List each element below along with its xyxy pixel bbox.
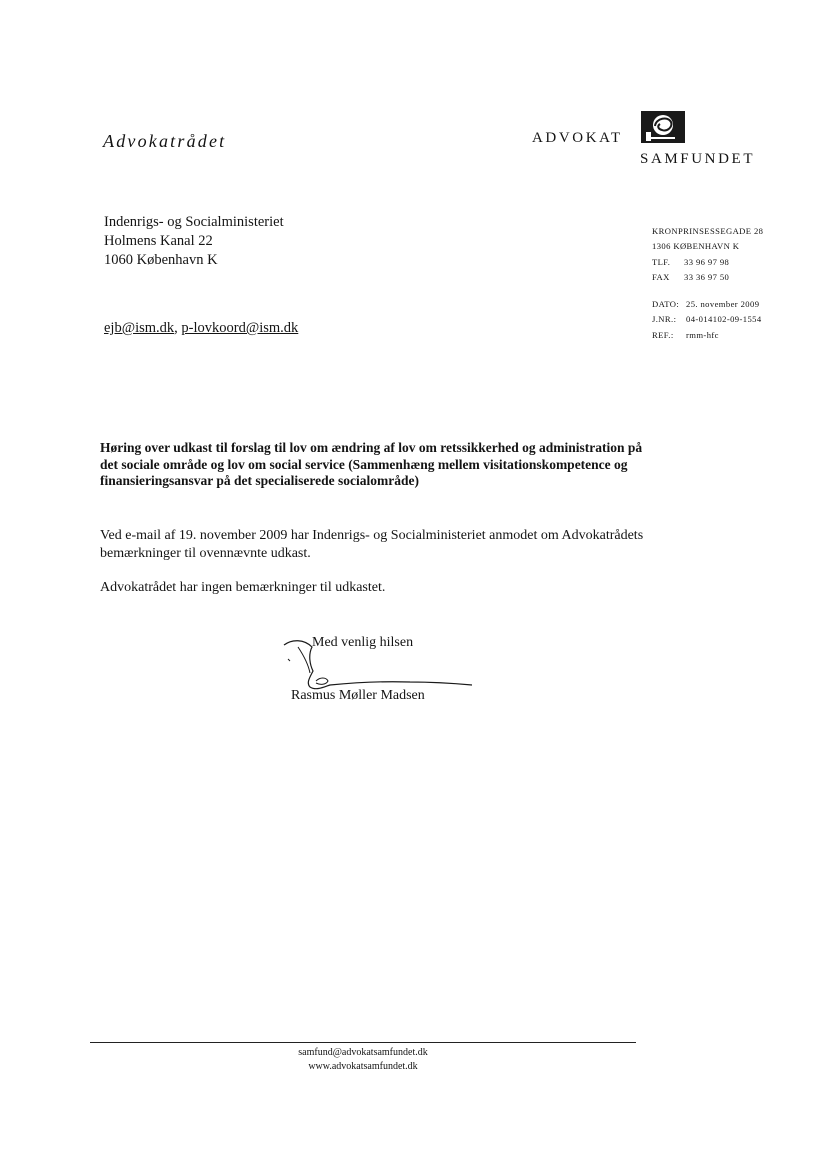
recipient-line: Holmens Kanal 22 xyxy=(104,233,213,249)
phone-label: TLF. xyxy=(652,256,671,267)
closing-salutation: Med venlig hilsen xyxy=(312,635,414,650)
footer-email-link[interactable]: samfund@advokatsamfundet.dk xyxy=(298,1047,428,1058)
footer-divider xyxy=(90,1042,636,1043)
logo-wordmark-advokat: ADVOKAT xyxy=(532,130,623,146)
logo-wordmark-samfundet: SAMFUNDET xyxy=(640,151,756,167)
sender-city: 1306 KØBENHAVN K xyxy=(652,241,740,252)
recipient-line: Indenrigs- og Socialministeriet xyxy=(104,214,284,230)
recipient-emails xyxy=(104,320,298,337)
office-name: Advokatrådet xyxy=(103,131,227,151)
sender-contact-block xyxy=(652,224,763,286)
reference-code: rmm-hfc xyxy=(686,329,719,340)
recipient-email-link[interactable]: p-lovkoord@ism.dk xyxy=(181,320,299,336)
fax-number: 33 36 97 50 xyxy=(684,272,730,283)
recipient-email-link[interactable]: ejb@ism.dk xyxy=(104,320,175,336)
ref-label: REF.: xyxy=(652,329,674,340)
logo-emblem-icon xyxy=(640,110,686,144)
letter-date: 25. november 2009 xyxy=(686,299,760,309)
phone-number: 33 96 97 98 xyxy=(684,256,730,267)
date-label: DATO: xyxy=(652,299,680,309)
recipient-line: 1060 København K xyxy=(104,252,218,268)
letter-subject: Høring over udkast til forslag til lov om ændring af lov om retssikkerhed og administration på det sociale område og lov om social service (Sammenhæng mellem visitationskompetence og finansieringsansvar på det specialiserede socialområde) xyxy=(100,440,643,489)
sender-address: KRONPRINSESSEGADE 28 xyxy=(652,226,764,236)
journal-label: J.NR.: xyxy=(652,314,677,325)
recipient-address xyxy=(104,213,284,270)
email-separator: , xyxy=(174,320,178,336)
fax-label: FAX xyxy=(652,272,670,283)
journal-number: 04-014102-09-1554 xyxy=(686,314,762,325)
letter-reference-block xyxy=(652,297,762,343)
letter-paragraph: Advokatrådet har ingen bemærkninger til udkastet. xyxy=(100,580,386,595)
letter-paragraph: Ved e-mail af 19. november 2009 har Indenrigs- og Socialministeriet anmodet om Advokatrådets bemærkninger til ovennævnte udkast. xyxy=(100,528,644,561)
footer-website-link[interactable]: www.advokatsamfundet.dk xyxy=(308,1061,418,1072)
signer-name: Rasmus Møller Madsen xyxy=(291,688,425,703)
